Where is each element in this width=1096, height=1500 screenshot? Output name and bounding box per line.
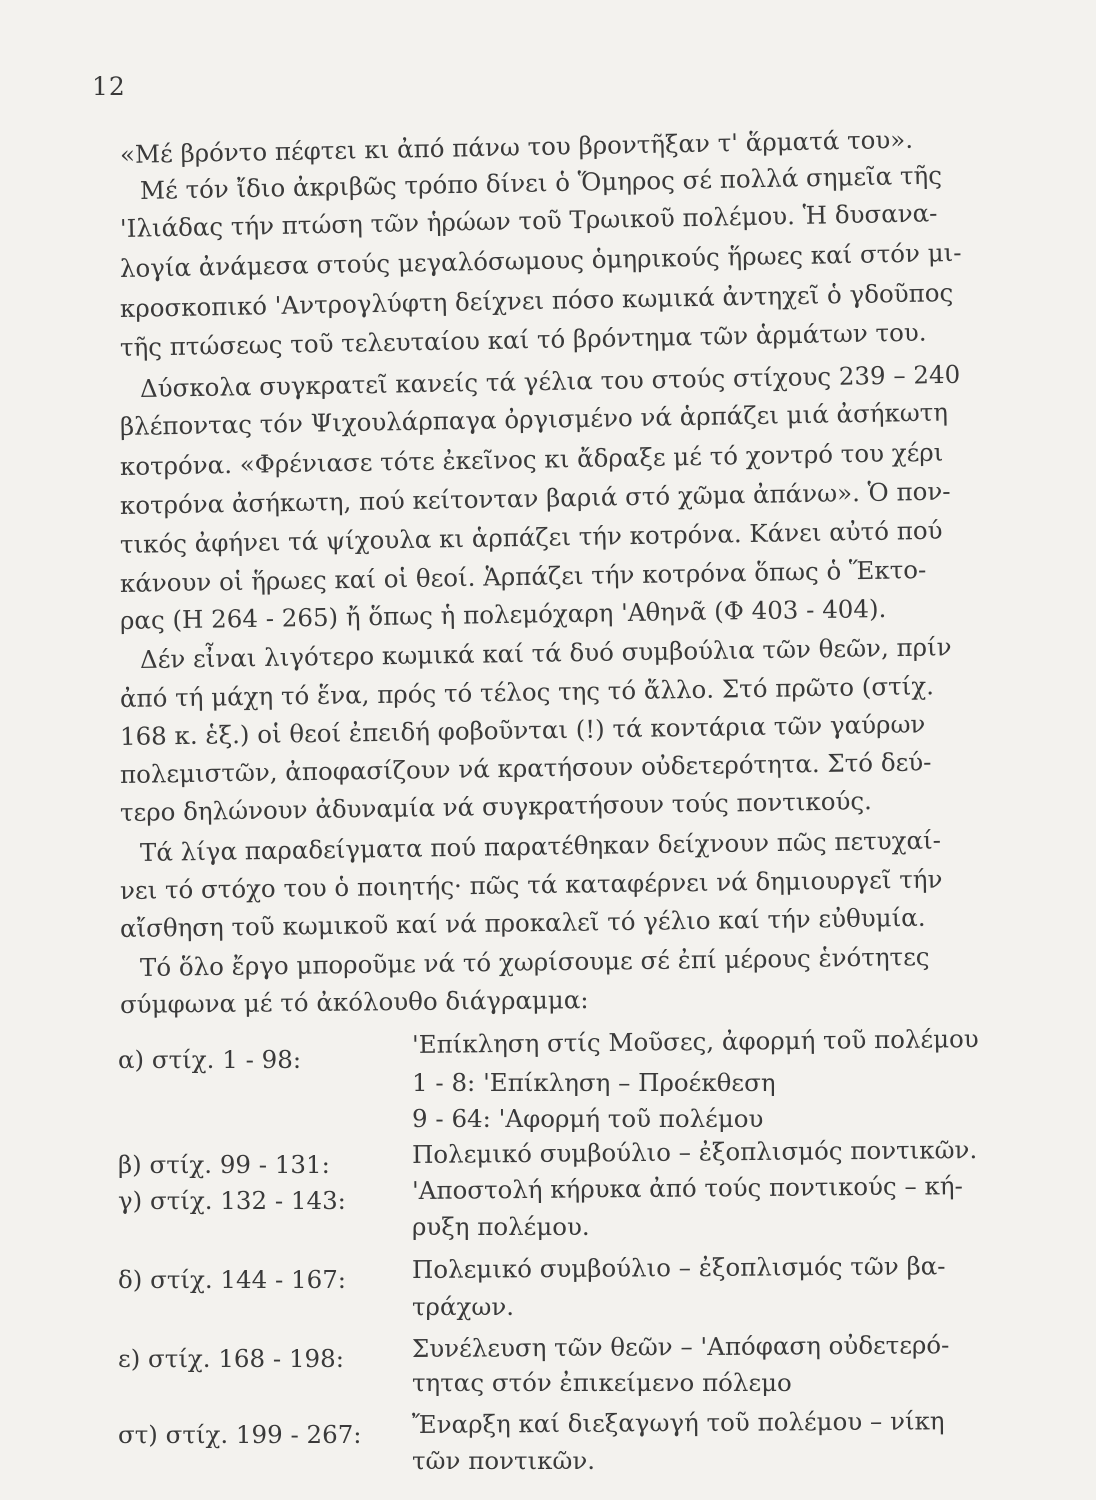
- text-line: τικός ἀφήνει τά ψίχουλα κι ἁρπάζει τήν κοτρόνα. Κάνει αὐτό πού: [119, 515, 943, 559]
- text-line: Δύσκολα συγκρατεῖ κανείς τά γέλια του στούς στίχους 239 – 240: [139, 359, 961, 403]
- text-line: κροσκοπικό 'Αντρογλύφτη δείχνει πόσο κωμικά ἀντηχεῖ ὁ γδοῦπος: [119, 278, 954, 323]
- text-line: Δέν εἶναι λιγότερο κωμικά καί τά δυό συμβούλια τῶν θεῶν, πρίν: [139, 632, 952, 674]
- outline-text: Πολεμικό συμβούλιο – ἐξοπλισμός τῶν βα-: [411, 1251, 946, 1284]
- text-line: Τά λίγα παραδείγματα πού παρατέθηκαν δείχνουν πῶς πετυχαί-: [139, 825, 942, 867]
- outline-label: γ) στίχ. 132 - 143:: [118, 1186, 346, 1215]
- outline-text: 'Αποστολή κήρυκα ἀπό τούς ποντικούς – κή-: [411, 1171, 963, 1205]
- outline-label: ε) στίχ. 168 - 198:: [118, 1344, 344, 1373]
- text-line: νει τό στόχο του ὁ ποιητής· πῶς τά καταφέρνει νά δημιουργεῖ τήν: [119, 864, 943, 905]
- text-line: αἴσθηση τοῦ κωμικοῦ καί νά προκαλεῖ τό γέλιο καί τήν εὐθυμία.: [119, 902, 926, 943]
- text-line: Μέ τόν ἴδιο ἀκριβῶς τρόπο δίνει ὁ Ὅμηρος σέ πολλά σημεῖα τῆς: [139, 160, 943, 205]
- text-line: σύμφωνα μέ τό ἀκόλουθο διάγραμμα:: [119, 985, 589, 1019]
- text-line: «Μέ βρόντο πέφτει κι ἀπό πάνω του βροντῆξαν τ' ἅρματά του».: [119, 124, 914, 169]
- text-line: κάνουν οἱ ἥρωες καί οἱ θεοί. Ἁρπάζει τήν κοτρόνα ὅπως ὁ Ἕκτο-: [119, 554, 927, 598]
- outline-text: τῶν ποντικῶν.: [412, 1446, 596, 1475]
- outline-text: ρυξη πολέμου.: [412, 1212, 590, 1241]
- text-line: κοτρόνα. «Φρένιασε τότε ἐκεῖνος κι ἄδραξε μέ τό χοντρό του χέρι: [119, 437, 944, 481]
- outline-sub: 9 - 64: 'Αφορμή τοῦ πολέμου: [412, 1104, 764, 1133]
- outline-text: τητας στόν ἐπικείμενο πόλεμο: [412, 1368, 792, 1397]
- outline-label: α) στίχ. 1 - 98:: [118, 1045, 302, 1074]
- page-number: 12: [92, 72, 126, 101]
- outline-text: τράχων.: [412, 1292, 515, 1321]
- text-line: κοτρόνα ἀσήκωτη, πού κείτονταν βαριά στό χῶμα ἀπάνω». Ὁ πον-: [119, 476, 951, 520]
- outline-text: Συνέλευση τῶν θεῶν – 'Απόφαση οὐδετερό-: [411, 1330, 950, 1363]
- outline-sub: 1 - 8: 'Επίκληση – Προέκθεση: [412, 1068, 776, 1097]
- outline-label: β) στίχ. 99 - 131:: [118, 1150, 330, 1179]
- text-line: ἀπό τή μάχη τό ἕνα, πρός τό τέλος της τό ἄλλο. Στό πρῶτο (στίχ.: [119, 671, 935, 713]
- outline-label: στ) στίχ. 199 - 267:: [118, 1420, 362, 1449]
- text-line: Τό ὅλο ἔργο μποροῦμε νά τό χωρίσουμε σέ ἐπί μέρους ἑνότητες: [139, 941, 930, 982]
- outline-text: Πολεμικό συμβούλιο – ἐξοπλισμός ποντικῶν.: [411, 1135, 978, 1169]
- text-line: ρας (Η 264 - 265) ἤ ὅπως ἡ πολεμόχαρη 'Αθηνᾶ (Φ 403 - 404).: [119, 593, 887, 635]
- text-line: 'Ιλιάδας τήν πτώση τῶν ἡρώων τοῦ Τρωικοῦ πολέμου. Ἡ δυσανα-: [119, 198, 938, 243]
- text-line: βλέποντας τόν Ψιχουλάρπαγα ὀργισμένο νά ἁρπάζει μιά ἀσήκωτη: [119, 397, 949, 441]
- outline-text: 'Επίκληση στίς Μοῦσες, ἀφορμή τοῦ πολέμου: [411, 1024, 979, 1059]
- text-line: λογία ἀνάμεσα στούς μεγαλόσωμους ὁμηρικούς ἥρωες καί στόν μι-: [119, 237, 962, 283]
- outline-text: Ἔναρξη καί διεξαγωγή τοῦ πολέμου – νίκη: [411, 1406, 945, 1439]
- text-line: τερο δηλώνουν ἀδυναμία νά συγκρατήσουν τούς ποντικούς.: [119, 786, 873, 827]
- outline-label: δ) στίχ. 144 - 167:: [118, 1265, 347, 1294]
- text-line: τῆς πτώσεως τοῦ τελευταίου καί τό βρόντημα τῶν ἁρμάτων του.: [119, 317, 927, 362]
- text-line: 168 κ. ἑξ.) οἱ θεοί ἐπειδή φοβοῦνται (!) τά κοντάρια τῶν γαύρων: [119, 709, 926, 751]
- text-line: πολεμιστῶν, ἀποφασίζουν νά κρατήσουν οὐδετερότητα. Στό δεύ-: [119, 747, 932, 789]
